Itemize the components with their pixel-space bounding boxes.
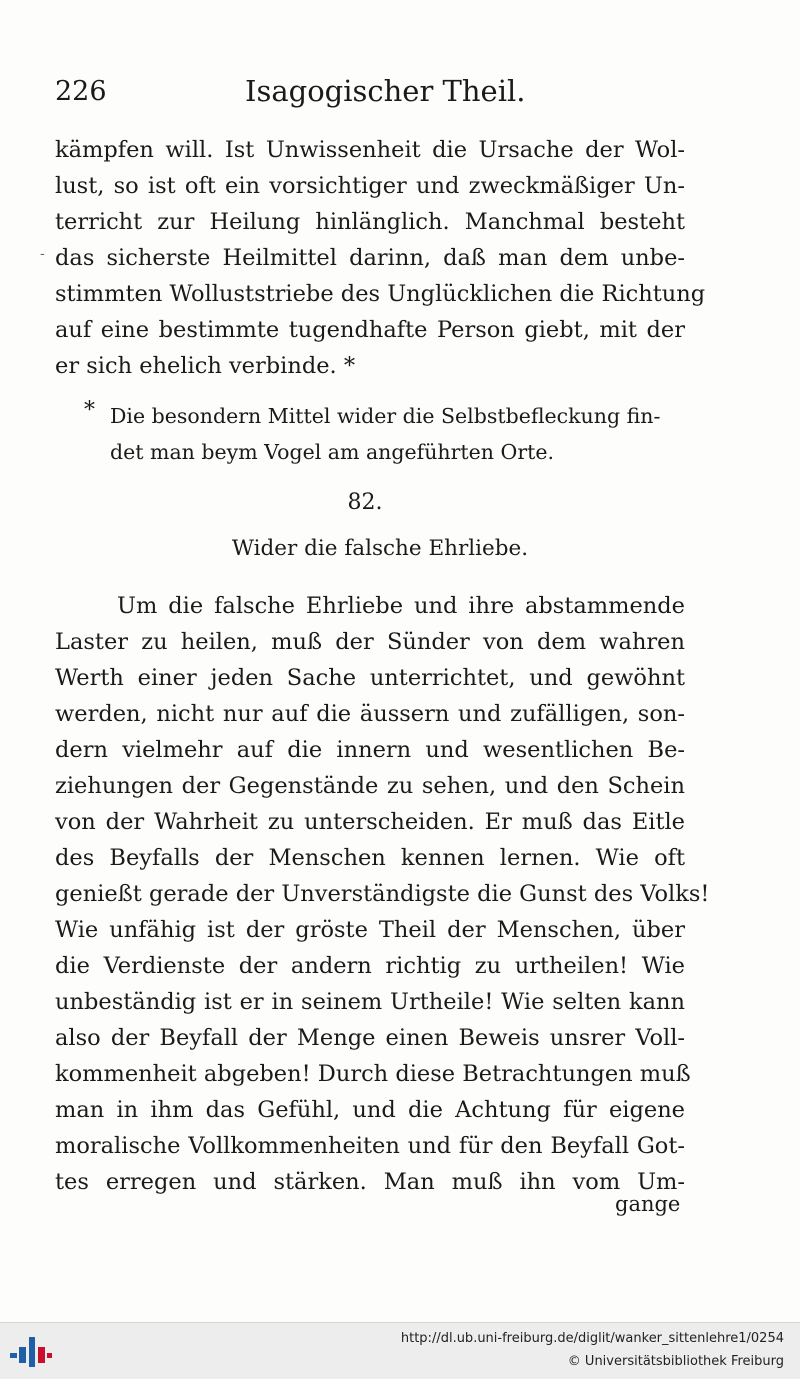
text-line: er sich ehelich verbinde. * xyxy=(55,353,356,379)
text-line: moralische Vollkommenheiten und für den Beyfall Got- xyxy=(55,1133,685,1159)
text-line: auf eine bestimmte tugendhafte Person giebt, mit der xyxy=(55,317,685,343)
text-line: des Beyfalls der Menschen kennen lernen. Wie oft xyxy=(55,845,685,871)
footnote xyxy=(84,398,661,470)
text-line: unbeständig ist er in seinem Urtheile! Wie selten kann xyxy=(55,989,685,1015)
section-number: 82. xyxy=(347,490,383,515)
margin-mark: - xyxy=(40,246,45,262)
text-line: tes erregen und stärken. Man muß ihn vom Um- xyxy=(55,1169,685,1195)
copyright-notice: © Universitätsbibliothek Freiburg xyxy=(567,1354,784,1369)
text-line: also der Beyfall der Menge einen Beweis unsrer Voll- xyxy=(55,1025,685,1051)
footnote-line: det man beym Vogel am angeführten Orte. xyxy=(110,440,555,464)
text-line: Wie unfähig ist der gröste Theil der Menschen, über xyxy=(55,917,685,943)
text-line: Laster zu heilen, muß der Sünder von dem wahren xyxy=(55,629,685,655)
text-line: dern vielmehr auf die innern und wesentlichen Be- xyxy=(55,737,685,763)
footnote-marker: * xyxy=(84,398,95,423)
ub-freiburg-logo-icon[interactable] xyxy=(10,1333,52,1369)
footnote-line: Die besondern Mittel wider die Selbstbefleckung fin- xyxy=(110,404,661,428)
running-title: Isagogischer Theil. xyxy=(245,74,526,108)
text-line: Um die falsche Ehrliebe und ihre abstammende xyxy=(117,593,685,619)
page-header xyxy=(55,70,682,114)
text-line: kommenheit abgeben! Durch diese Betrachtungen muß xyxy=(55,1061,691,1087)
text-line: das sicherste Heilmittel darinn, daß man dem unbe- xyxy=(55,245,685,271)
page-number: 226 xyxy=(55,76,107,107)
text-line: genießt gerade der Unverständigste die Gunst des Volks! xyxy=(55,881,710,907)
text-line: werden, nicht nur auf die äussern und zufälligen, son- xyxy=(55,701,685,727)
section-82-body xyxy=(55,588,710,1200)
text-line: lust, so ist oft ein vorsichtiger und zweckmäßiger Un- xyxy=(55,173,685,199)
catchword: gange xyxy=(615,1192,681,1216)
text-line: terricht zur Heilung hinlänglich. Manchmal besteht xyxy=(55,209,685,235)
text-line: kämpfen will. Ist Unwissenheit die Ursache der Wol- xyxy=(55,137,685,163)
text-line: die Verdienste der andern richtig zu urtheilen! Wie xyxy=(55,953,685,979)
text-line: ziehungen der Gegenstände zu sehen, und den Schein xyxy=(55,773,685,799)
section-81-continuation xyxy=(55,132,706,384)
text-line: Werth einer jeden Sache unterrichtet, und gewöhnt xyxy=(55,665,685,691)
text-line: von der Wahrheit zu unterscheiden. Er muß das Eitle xyxy=(55,809,685,835)
permalink-url[interactable]: http://dl.ub.uni-freiburg.de/diglit/wanker_sittenlehre1/0254 xyxy=(400,1331,784,1346)
text-line: stimmten Wolluststriebe des Unglücklichen die Richtung xyxy=(55,281,706,307)
viewer-footer xyxy=(0,1322,800,1379)
text-line: man in ihm das Gefühl, und die Achtung für eigene xyxy=(55,1097,685,1123)
section-title: Wider die falsche Ehrliebe. xyxy=(231,536,529,561)
